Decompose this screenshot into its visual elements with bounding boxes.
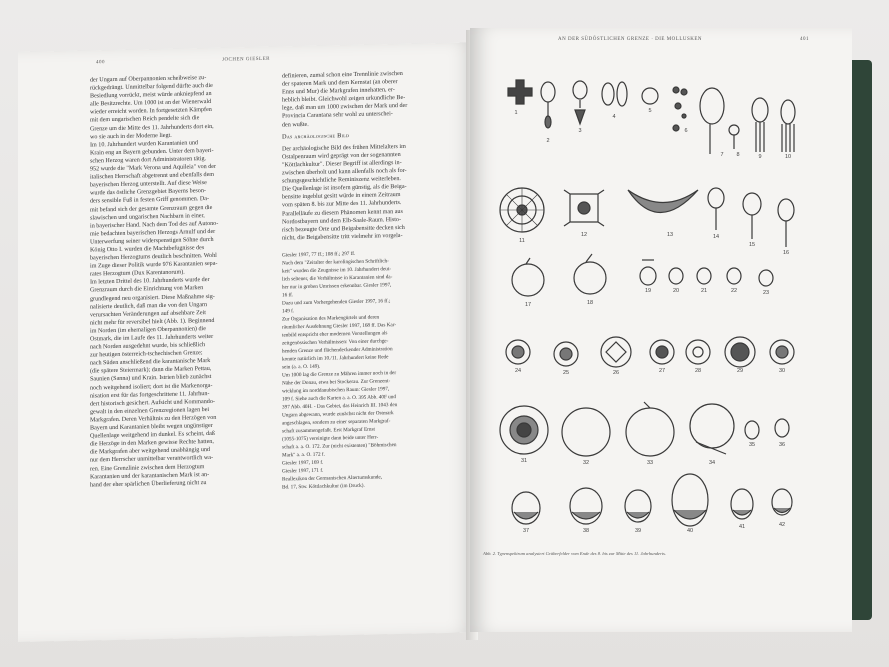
text-line: 952 wurde die "Mark Verona und Aquileia" von der: [90, 163, 217, 173]
text-line: Im letzten Drittel des 10. Jahrhunderts wurde der: [90, 277, 210, 286]
figure-number-label: 3: [578, 128, 582, 134]
text-line: Krain eng an Bayern gebunden. Unter dem bayeri-: [90, 147, 214, 157]
figure-caption: Abb. 2. Typenspektrum analysiert Gräberfelder vom Ende des 8. bis zur Mitte des 11. Jahrhunderts.: [483, 551, 667, 556]
text-line: Enns und Mur) die Markgrafen innehatten, er-: [282, 87, 395, 96]
text-line: definieren, zumal schon eine Trennlinie zwischen: [282, 70, 403, 80]
footnote-line: Nach dem "Zeitalter der karolingischen Schriftlich-: [282, 258, 389, 267]
text-line: im Zuge dieser Politik wurde 976 Karantanien sepa-: [90, 260, 218, 270]
earring-icon: [778, 199, 794, 247]
cross-pendant-icon: [508, 80, 532, 104]
text-line: nalisierte deutlich, daß man die von den Ungarn: [90, 301, 208, 311]
footnote-line: Reallexikon der Germanischen Altertumskunde,: [282, 474, 382, 483]
text-line: Parallelläufe zu diesem Phänomen kennt man aus: [282, 208, 403, 217]
figure-number-label: 10: [784, 154, 792, 160]
disc-brooch-icon: [725, 337, 755, 367]
figure-number-label: 24: [514, 368, 522, 374]
text-line: italischen Herrschaft abgetrennt und ebenfalls dem: [90, 172, 215, 181]
basket-earring-icon: [672, 474, 708, 526]
small-ring-icon: [745, 421, 759, 439]
small-ring-icon: [697, 268, 711, 284]
text-line: nach Norden ausgedehnt wurde, bis schließlich: [90, 342, 206, 351]
figure-number-label: 9: [758, 154, 762, 160]
text-line: bayerischen Herzogtums deutlich beschnitten. Wohl: [90, 252, 217, 262]
disc-brooch-icon: [650, 340, 674, 364]
text-line: verursachten Veränderungen auf absehbare Zeit: [90, 309, 206, 319]
figure-number-label: 35: [748, 442, 756, 448]
footnote-line: 149 f.: [282, 308, 295, 315]
footnote-line: lich seltener, die Verhältnisse in Karantanien sind da-: [282, 274, 393, 283]
left-column-text: [90, 73, 266, 489]
temple-ring-icon: [574, 254, 606, 294]
text-line: (die spätere Steiermark); dann die Marken Pettau,: [90, 366, 212, 375]
figure-number-label: 34: [708, 460, 716, 466]
text-line: ders sensible Fuß in festen Griff genommen. Da-: [90, 196, 210, 205]
disc-brooch-icon: [601, 337, 631, 367]
footnote-line: 16 ff.: [282, 292, 294, 299]
text-line: Provincia Carantana sehr wohl zu unterschei-: [282, 111, 393, 120]
figure-number-label: 29: [736, 368, 744, 374]
temple-ring-icon: [690, 404, 734, 454]
figure-number-label: 38: [582, 528, 590, 534]
figure-number-label: 11: [519, 238, 525, 244]
footnote-line: sein (a. a. O. 149).: [282, 363, 321, 371]
text-line: nicht mehr für reversibel hielt (Abb. 1). Beginnend: [90, 317, 215, 327]
figure-number-label: 25: [562, 370, 570, 376]
text-line: die Markgrafen aber weitgehend unabhängig und: [90, 447, 210, 456]
figure-number-label: 16: [782, 250, 790, 256]
right-running-head: AN DER SÜDÖSTLICHEN GRENZE · DIE MOLLUSKEN: [558, 37, 703, 42]
ring-icon: [642, 88, 658, 104]
text-line: Grenze um die Mitte des 11. Jahrhunderts dort ein,: [90, 123, 214, 133]
text-line: wieder erreicht worden. In fortgesetzten Kämpfen: [90, 107, 212, 116]
figure-number-label: 20: [672, 288, 680, 294]
lunula-pendant-icon: [628, 190, 698, 213]
small-ring-icon: [759, 270, 773, 286]
text-line: Grenzraum durch die Einrichtung von Marken: [90, 285, 204, 294]
text-line: mie bedachten bayerischen Herzogs Arnulf und der: [90, 228, 216, 238]
figure-number-label: 1: [514, 110, 518, 116]
figure-number-label: 8: [736, 152, 740, 158]
figure-number-label: 40: [686, 528, 694, 534]
figure-number-label: 26: [612, 370, 620, 376]
footnote-line: (1055-1075) vereinigte dann beide unter Herr-: [282, 434, 379, 443]
footnote-line: räumlicher Ausdehnung Giesler 1997, 168 ff. Das Kar-: [282, 321, 397, 331]
temple-ring-icon: [562, 408, 610, 456]
text-line: heblich bleibt. Gleichwohl zeigen urkundliche Be-: [282, 95, 406, 104]
figure-number-label: 22: [730, 288, 738, 294]
figure-number-label: 21: [700, 288, 708, 294]
small-ring-icon: [640, 260, 656, 285]
left-running-head: JOCHEN GIESLER: [222, 56, 270, 63]
figure-number-label: 2: [546, 138, 550, 144]
text-line: schungsgeschichtliche Reminiszenz weiterleben.: [282, 176, 401, 185]
text-line: der spateren Mark und dem Kernstat (an oberer: [282, 79, 398, 88]
text-line: bayerischen Herzog unterstellt. Auf diese Weise: [90, 180, 207, 189]
left-page-number: 400: [96, 60, 105, 66]
footnote-line: Nähe der Donau, etwa bei Stockerau. Zur Grenzent-: [282, 378, 391, 387]
figure-number-label: 33: [646, 460, 654, 466]
text-line: mit dem ungarischen Reich pendelte sich die: [90, 115, 200, 124]
text-line: Karantanien und der karantanischen Mark ist an-: [90, 471, 210, 481]
figure-number-label: 19: [644, 288, 652, 294]
basket-earring-icon: [772, 489, 792, 515]
footnote-line: zeitgenössischen Verhältnissen: Von einer durchge-: [282, 338, 389, 347]
chain-pendant-icon: [752, 98, 768, 152]
text-line: wurde das östliche Grenzgebiet Bayerns beson-: [90, 188, 206, 197]
right-page-number: 401: [800, 37, 809, 42]
figure-number-label: 15: [748, 242, 756, 248]
jewelry-typology-figure: [490, 70, 810, 560]
figure-number-label: 42: [778, 522, 786, 528]
footnote-line: schaft zusammengefaßt. Erst Markgraf Ernst: [282, 426, 375, 435]
text-line: die Herzöge in den Marken gewisse Rechte hatten,: [90, 439, 214, 448]
text-line: nur dem Herrscher unmittelbar verantwortlich wa-: [90, 455, 214, 464]
text-line: Nordostbayern und dem Elb-Saale-Raum. Histo-: [282, 216, 401, 226]
figure-number-label: 36: [778, 442, 786, 448]
figure-number-label: 30: [778, 368, 786, 374]
text-line: mit befand sich der gesamte Grenzraum gegen die: [90, 204, 213, 213]
column-two-main-paragraph: [282, 142, 452, 243]
text-line: Der archäologische Bild des frühen Mittelalters im: [282, 143, 406, 153]
figure-number-label: 27: [658, 368, 666, 374]
figure-number-label: 39: [634, 528, 642, 534]
figure-number-label: 18: [586, 300, 594, 306]
text-line: Unterwerfung seiner widerspenstigen Söhne durch: [90, 236, 214, 246]
text-line: slawischen und ungarischen Nachbarn in einer,: [90, 212, 205, 222]
footnote-line: Zur Organisation des Markengürtels und deren: [282, 314, 380, 323]
disc-brooch-icon: [506, 340, 530, 364]
basket-earring-icon: [731, 489, 753, 519]
footnote-line: Giesler 1997, 77 ff.; 108 ff.; 297 ff.: [282, 250, 356, 259]
small-ring-icon: [729, 125, 739, 149]
text-line: zur heutigen österreich-tschechischen Grenze;: [90, 350, 203, 359]
footnote-line: angeschlagen, sondern zu einer separaten Markgraf-: [282, 418, 391, 427]
text-line: der Ungarn auf Oberpannonien scheibweise zu-: [90, 75, 207, 84]
figure-number-label: 31: [520, 458, 528, 464]
text-line: grundlegend neu organisiert. Diese Maßnahme sig-: [90, 293, 215, 303]
temple-ring-icon: [512, 258, 544, 296]
bead-icon: [673, 87, 687, 131]
text-line: bensitte ingeblut gesitt würde in einem Zeitraum: [282, 192, 401, 201]
text-line: nisation erst für das fortgeschrittene 11. Jahrhun-: [90, 390, 210, 400]
text-line: dert historisch gesichert. Aufsicht und Kommando-: [90, 398, 215, 408]
chain-pendant-icon: [781, 100, 795, 152]
section-heading: Das archäologische Bild: [282, 131, 350, 141]
temple-ring-icon: [700, 88, 724, 154]
figure-number-label: 7: [720, 152, 724, 158]
footnote-line: schaft a. a. O. 172. Zur (nicht existenten) "Böhmischen: [282, 441, 397, 451]
text-line: lege, daß man um 1000 zwischen der Mark und der: [282, 103, 408, 112]
text-line: rates Herzogtum (Dux Karentanorum).: [90, 269, 185, 278]
earring-icon: [541, 82, 555, 128]
enamel-disc-brooch-icon: [500, 406, 548, 454]
small-ring-icon: [669, 268, 683, 284]
small-ring-icon: [727, 268, 741, 284]
footnote-line: henden Grenze und flächendeckender Administration: [282, 346, 393, 355]
text-line: den wußte.: [282, 121, 309, 129]
figure-number-label: 12: [580, 232, 588, 238]
text-line: Die Quellenlage ist insofern günstig, als die Beiga-: [282, 184, 407, 193]
figure-number-label: 23: [762, 290, 770, 296]
footnote-line: her nur in groben Umrissen erkennbar. Giesler 1997,: [282, 282, 392, 291]
basket-earring-icon: [625, 490, 651, 522]
text-line: im Norden (im ehemaligen Oberpannonien) die: [90, 325, 206, 335]
figure-number-label: 13: [666, 232, 674, 238]
footnote-line: wicklung im norddanubischen Raum: Giesler 1997,: [282, 386, 390, 395]
text-line: wo sie auch in der Moderne liegt.: [90, 132, 172, 141]
footnote-line: 109 f. Siehe auch die Karten a. a. O. 395 Abb. 40F und: [282, 393, 396, 403]
text-line: risch bezeugte Orte und Beigabensitte decken sich: [282, 224, 405, 234]
text-line: schen Herzog waren dort Administratoren tätig.: [90, 155, 207, 165]
footnote-line: Um 1000 lag die Grenze zu Mähren immer noch in der: [282, 369, 397, 379]
text-line: ren. Eine Grenzlinie zwischen dem Herzogtum: [90, 463, 205, 472]
earring-icon: [573, 81, 587, 124]
text-line: Quellenlage weitgehend im dunkel. Es scheint, daß: [90, 431, 215, 440]
text-line: Besiedlung vorrückt, meist würde ankniepfend an: [90, 91, 212, 100]
text-line: Markgrafen. Deren Verhältnis zu den Herzögen von: [90, 414, 217, 424]
text-line: vom späten 8. bis zur Mitte des 11. Jahrhunderts.: [282, 200, 402, 209]
text-line: gewalt in den einzelnen Grenzregionen lagen bei: [90, 406, 210, 416]
figure-number-label: 41: [738, 524, 746, 530]
disc-brooch-icon: [554, 342, 578, 366]
figure-number-label: 28: [694, 368, 702, 374]
text-line: Im 10. Jahrhundert wurden Karantanien und: [90, 139, 198, 149]
figure-number-label: 4: [612, 114, 616, 120]
footnote-line: Bd. 17, Stw. Köttlachkultur (im Druck).: [282, 482, 365, 491]
small-ring-icon: [775, 419, 789, 437]
figure-number-label: 17: [524, 302, 532, 308]
text-line: rückgedrängt. Unmittelbar folgend dürfte auch die: [90, 83, 213, 92]
footnote-line: keit" wurden die Zeugnisse im 10. Jahrhundert deut-: [282, 266, 392, 275]
footnote-line: Dazu und zum Vorhergehenden Giesler 1997, 16 ff.;: [282, 298, 391, 307]
text-line: noch weitgehend isoliert; dort ist die Markenorga-: [90, 382, 213, 392]
footnote-line: Mark" a. a. O. 172 f.: [282, 451, 325, 459]
temple-ring-icon: [626, 402, 674, 456]
rosette-brooch-icon: [500, 188, 544, 232]
text-line: Bayern und Karantanien bleibt wegen ungünstiger: [90, 422, 213, 432]
text-line: alle Besitzrechte. Um 1000 ist an der Wienerwald: [90, 99, 212, 108]
footnotes: [282, 249, 452, 492]
basket-earring-icon: [512, 492, 540, 524]
earring-icon: [743, 193, 761, 239]
left-page: [18, 42, 478, 642]
footnote-line: Giesler 1997, 169 f.: [282, 459, 324, 467]
column-two-top-paragraph: [282, 69, 452, 129]
footnote-line: konnte natürlich im 10./11. Jahrhundert keine Rede: [282, 354, 389, 363]
text-line: zwischen überholt und kann allenfalls noch als for-: [282, 167, 407, 177]
footnote-line: Giesler 1997, 171 f.: [282, 467, 324, 475]
figure-number-label: 5: [648, 108, 652, 114]
text-line: hand der eher spärlichen Überlieferung nicht zu: [90, 479, 207, 489]
figure-number-label: 37: [522, 528, 530, 534]
right-column-text: [282, 69, 452, 492]
text-line: Saunien (Sanna) und Krain. Istrien blieb zunächst: [90, 374, 212, 383]
figure-number-label: 6: [684, 128, 688, 134]
disc-brooch-icon: [770, 340, 794, 364]
text-line: Ostalpenraum wird geprägt von der sogenannten: [282, 151, 401, 161]
earring-icon: [602, 82, 627, 106]
text-line: nicht, die Beigabensitte tritt vielmehr im vorgela-: [282, 232, 403, 242]
footnote-line: Ungarn abgewann, wurde zunächst nicht der Ostmark: [282, 410, 394, 419]
footnote-line: 397 Abb. 40H. - Das Gebiet, das Heinrich III. 1043 den: [282, 401, 398, 411]
text-line: nach Süden anschließend die karantanische Mark: [90, 358, 211, 367]
figure-number-label: 14: [712, 234, 720, 240]
earring-icon: [708, 188, 724, 230]
figure-number-label: 32: [582, 460, 590, 466]
footnote-line: tenbild entspricht eher modernen Vorstellungen als: [282, 330, 388, 339]
text-line: in bayerischer Hand. Nach dem Tod des auf Autono-: [90, 220, 219, 230]
text-line: "Köttlachkultur". Dieser Begriff ist allerdings in-: [282, 159, 402, 169]
disc-brooch-icon: [686, 340, 710, 364]
text-line: Ostmark, die im Laufe des 11. Jahrhunderts weiter: [90, 333, 214, 343]
text-line: König Otto I. wurden die Machtbefugnisse des: [90, 245, 205, 254]
square-brooch-icon: [564, 190, 604, 226]
basket-earring-icon: [570, 488, 602, 524]
